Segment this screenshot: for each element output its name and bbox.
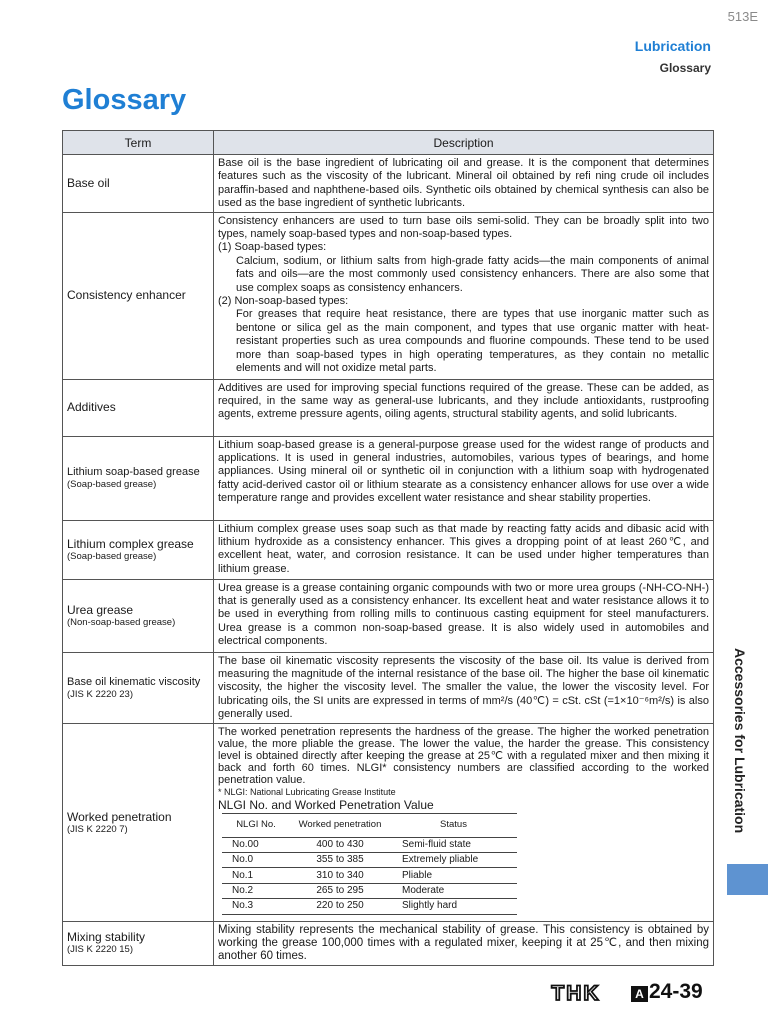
nlgi-table-title: NLGI No. and Worked Penetration Value [218,797,434,812]
nlgi-no: No.0 [222,853,290,868]
description-cell [214,436,714,520]
term-name: Additives [67,400,116,415]
page-code: 513E [727,9,758,24]
term-cell [63,379,214,436]
description-text: Lithium soap-based grease is a general-purpose grease used for the widest range of products and applications. It is used in general industries, automobiles, various types of bearings, and home appliances. Using mineral oil or synthetic oil in conjunction with a lithium soap with hydrogenated fatty acid-derived castor oil or lithium stearate as a consistency enhancer allows for use over a wide temperature range and provides excellent water resistance and shear stability properties. [218,438,709,505]
description-text: Mixing stability represents the mechanical stability of grease. This consistency is obtained by working the grease 100,000 times with a regulated mixer, keeping it at 25℃, and then mixing another 60 times. [218,923,709,963]
footnote: * NLGI: National Lubricating Grease Institute [218,786,396,797]
term-name: Mixing stability [67,930,146,945]
nlgi-row [222,883,517,898]
description-text: For greases that require heat resistance, there are types that use inorganic matter such as bentone or silica gel as the main component, and types that use organic matter with heat-resistant properties such as urea compounds and fluorine compounds. These tend to be used more than soap-based types in high operating temperatures, as they contain no metallic elements and will not oxidize metal parts. [236,308,709,375]
term-cell [63,520,214,579]
table-row [63,436,714,520]
description-cell [214,652,714,723]
description-cell [214,212,714,379]
term-column-header: Term [63,131,214,155]
consistency-status: Pliable [390,868,517,883]
thk-logo-text: THK [551,982,601,1002]
consistency-status: Semi-fluid state [390,837,517,852]
term-name: Worked penetration [67,809,172,824]
description-text: Calcium, sodium, or lithium salts from high-grade fatty acids—the main components of animal fats and oils—are the most commonly used consistency enhancers. There are also some that use complex soaps as consistency enhancers. [236,254,709,294]
table-row [63,155,714,213]
term-cell [63,921,214,965]
table-row [63,212,714,379]
nlgi-no: No.00 [222,837,290,852]
thk-logo [543,982,609,1002]
table-row [63,379,714,436]
term-name: Lithium complex grease [67,536,194,551]
description-column-header: Description [214,131,714,155]
nlgi-no: No.1 [222,868,290,883]
glossary-table [62,130,714,966]
section-title: Lubrication [634,38,711,54]
term-name: Base oil kinematic viscosity [67,675,201,688]
term-cell [63,212,214,379]
description-cell [214,723,714,921]
penetration-range: 400 to 430 [290,837,390,852]
table-row [63,723,714,921]
table-row [63,921,714,965]
description-text: The worked penetration represents the hardness of the grease. The higher the worked penetration value, the more pliable the grease. The lower the value, the harder the grease. This consistency level is obtained directly after keeping the grease at 25℃ with a regulated mixer and then mixing it back and forth 60 times. NLGI* consistency numbers are classified according to the worked penetration value. [218,725,709,787]
description-cell [214,921,714,965]
term-cell [63,723,214,921]
description-text: (2) Non-soap-based types: [218,295,349,308]
section-badge: A [631,986,648,1002]
description-text: (1) Soap-based types: [218,241,327,254]
description-text: Urea grease is a grease containing organic compounds with two or more urea groups (-NH-CO-NH-) that is generally used as a consistency enhancer. Its excellent heat and water resistance allows it to be used in everything from rolling mills to continuous casting equipment for steel manufacturers. Urea grease is a common non-soap-based grease. It is also widely used in automobiles and electrical components. [218,581,709,648]
term-category: (Soap-based grease) [67,479,157,491]
term-name: Base oil [67,175,110,190]
nlgi-row [222,853,517,868]
term-name: Consistency enhancer [67,288,186,303]
description-cell [214,520,714,579]
term-category: (JIS K 2220 23) [67,688,134,700]
nlgi-row [222,868,517,883]
glossary-header-row [63,131,714,155]
penetration-range: 265 to 295 [290,883,390,898]
term-name: Lithium soap-based grease [67,466,200,479]
nlgi-no: No.2 [222,883,290,898]
term-category: (Non-soap-based grease) [67,616,176,628]
nlgi-row [222,837,517,852]
description-text: Base oil is the base ingredient of lubricating oil and grease. It is the component that determines features such as the viscosity of the lubricant. Mineral oil obtained by refi ning crude oil includes paraffin-based and naphthene-based oils. Synthetic oils obtained by chemical synthesis can also be used as the base ingredient of synthetic lubricants. [218,157,709,210]
term-cell [63,436,214,520]
status-header: Status [390,813,517,837]
term-category: (Soap-based grease) [67,550,157,562]
description-text: The base oil kinematic viscosity represents the viscosity of the base oil. Its value is derived from measuring the magnitude of the internal resistance of the base oil. The higher the base oil kinematic viscosity, the higher the viscosity level. The smaller the value, the lower the viscosity level. For lubricating oils, the SI units are expressed in terms of mm²/s (40℃) = cSt. cSt (=1×10⁻⁶m²/s) is also generally used. [218,654,709,721]
page-number: 24-39 [649,980,703,1003]
description-text: Consistency enhancers are used to turn base oils semi-solid. They can be broadly split into two types, namely soap-based types and non-soap-based types. [218,214,709,241]
side-tab-marker [727,864,768,895]
description-text: Additives are used for improving special functions required of the grease. These can be added, as required, in the same way as general-use lubricants, and they include antioxidants, rustproofing agents, extreme pressure agents, oiling agents, structural stability agents, and solid lubricants. [218,381,709,421]
nlgi-table [222,813,517,915]
nlgi-row [222,899,517,914]
penetration-range: 220 to 250 [290,899,390,914]
consistency-status: Extremely pliable [390,853,517,868]
consistency-status: Moderate [390,883,517,898]
nlgi-no: No.3 [222,899,290,914]
term-name: Urea grease [67,602,134,617]
side-tab-label: Accessories for Lubrication [732,648,748,834]
worked-penetration-header: Worked penetration [290,813,390,837]
description-text: Lithium complex grease uses soap such as that made by reacting fatty acids and dibasic acid with lithium hydroxide as a consistency enhancer. This gives a dropping point of at least 260℃, and excellent heat, water, and corrosion resistance. It can be used under higher temperatures than lithium grease. [218,522,709,575]
term-category: (JIS K 2220 15) [67,944,134,956]
term-cell [63,652,214,723]
term-category: (JIS K 2220 7) [67,823,128,835]
penetration-range: 355 to 385 [290,853,390,868]
term-cell [63,579,214,652]
nlgi-header-row [222,813,517,837]
consistency-status: Slightly hard [390,899,517,914]
section-subtitle: Glossary [659,61,711,75]
table-row [63,652,714,723]
nlgi-no-header: NLGI No. [222,813,290,837]
description-cell [214,155,714,213]
term-cell [63,155,214,213]
table-row [63,520,714,579]
page-title: Glossary [62,84,187,116]
description-cell [214,379,714,436]
description-cell [214,579,714,652]
penetration-range: 310 to 340 [290,868,390,883]
table-row [63,579,714,652]
